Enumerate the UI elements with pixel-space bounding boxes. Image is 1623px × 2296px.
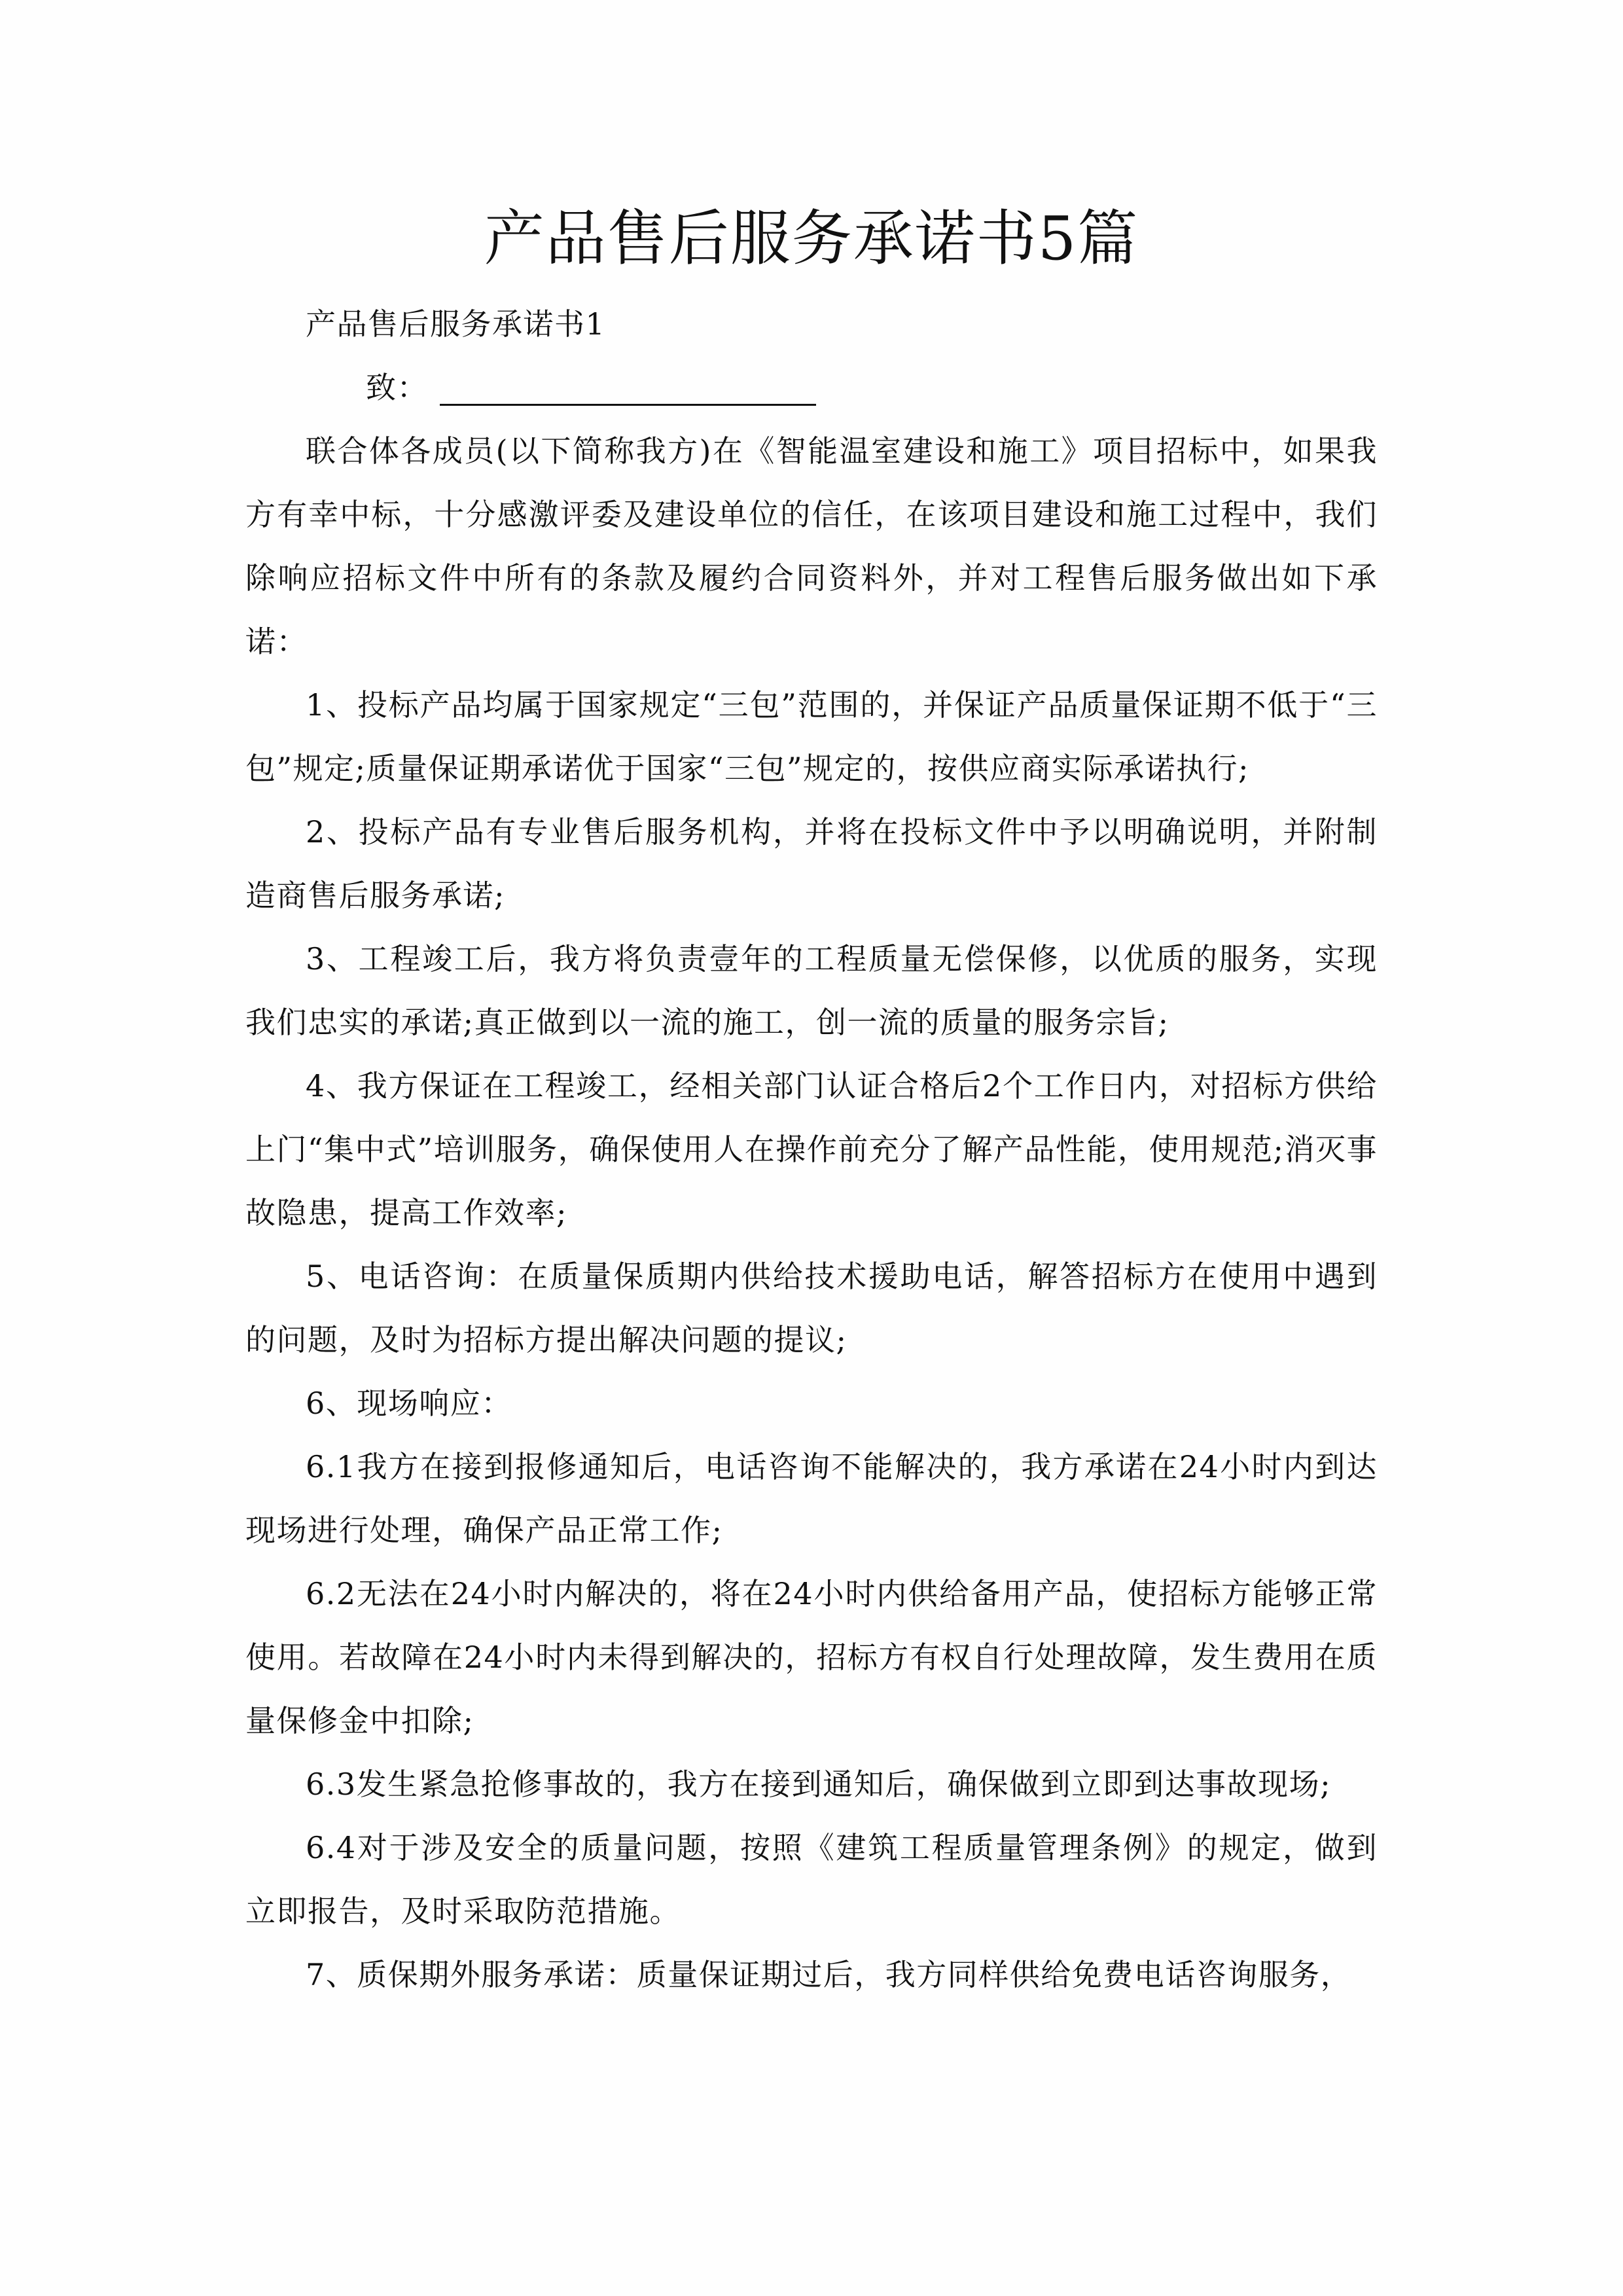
section-heading: 产品售后服务承诺书1: [306, 306, 606, 342]
paragraph-item-6-1: 6.1我方在接到报修通知后，电话咨询不能解决的，我方承诺在24小时内到达现场进行处理，确保产品正常工作;: [245, 1449, 1378, 1548]
paragraph-item-4: 4、我方保证在工程竣工，经相关部门认证合格后2个工作日内，对招标方供给上门“集中式”培训服务，确保使用人在操作前充分了解产品性能，使用规范;消灭事故隐患，提高工作效率;: [245, 1068, 1378, 1230]
document-body: [245, 293, 1378, 2007]
paragraph-item-2: 2、投标产品有专业售后服务机构，并将在投标文件中予以明确说明，并附制造商售后服务承诺;: [245, 814, 1378, 913]
addressee-line: [245, 356, 1378, 420]
document-title: 产品售后服务承诺书5篇: [484, 204, 1139, 274]
addressee-label: 致：: [366, 370, 428, 405]
paragraph-intro: 联合体各成员(以下简称我方)在《智能温室建设和施工》项目招标中，如果我方有幸中标，十分感激评委及建设单位的信任，在该项目建设和施工过程中，我们除响应招标文件中所有的条款及履约合同资料外，并对工程售后服务做出如下承诺：: [245, 433, 1378, 659]
paragraph-item-6-3: 6.3发生紧急抢修事故的，我方在接到通知后，确保做到立即到达事故现场;: [306, 1767, 1332, 1802]
paragraph-item-6: 6、现场响应：: [306, 1386, 512, 1421]
paragraph-item-1: 1、投标产品均属于国家规定“三包”范围的，并保证产品质量保证期不低于“三包”规定;质量保证期承诺优于国家“三包”规定的，按供应商实际承诺执行;: [245, 687, 1378, 786]
paragraph-item-7: 7、质保期外服务承诺：质量保证期过后，我方同样供给免费电话咨询服务，: [306, 1957, 1352, 1992]
paragraph-item-5: 5、电话咨询：在质量保质期内供给技术援助电话，解答招标方在使用中遇到的问题，及时为招标方提出解决问题的提议;: [245, 1259, 1378, 1357]
paragraph-item-6-2: 6.2无法在24小时内解决的，将在24小时内供给备用产品，使招标方能够正常使用。若故障在24小时内未得到解决的，招标方有权自行处理故障，发生费用在质量保修金中扣除;: [245, 1576, 1378, 1738]
paragraph-item-3: 3、工程竣工后，我方将负责壹年的工程质量无偿保修，以优质的服务，实现我们忠实的承诺;真正做到以一流的施工，创一流的质量的服务宗旨;: [245, 941, 1378, 1040]
addressee-blank-line: [440, 404, 816, 406]
paragraph-item-6-4: 6.4对于涉及安全的质量问题，按照《建筑工程质量管理条例》的规定，做到立即报告，及时采取防范措施。: [245, 1830, 1378, 1929]
